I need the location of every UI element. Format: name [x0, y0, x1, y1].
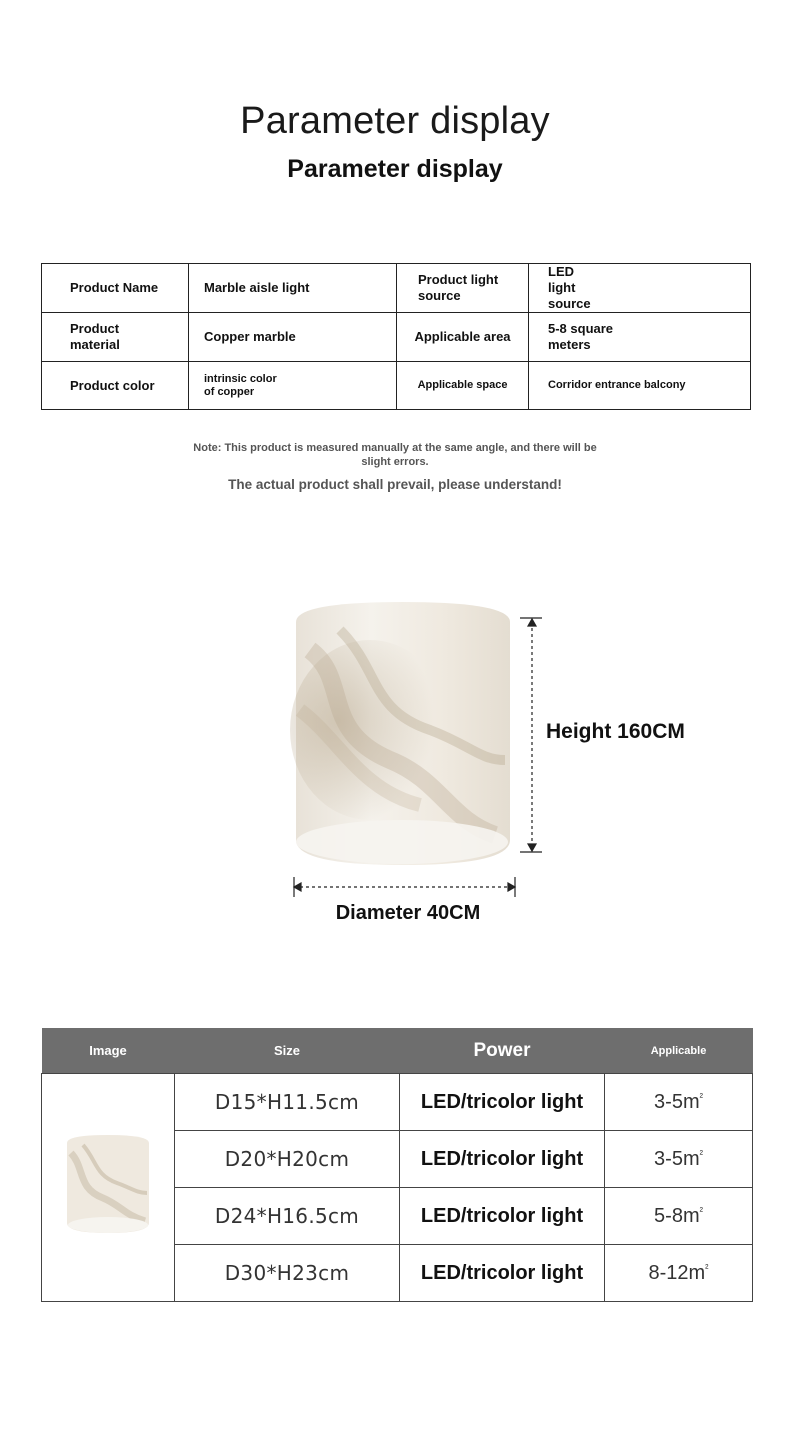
header-power: Power: [400, 1028, 605, 1074]
table-row: [42, 1074, 753, 1131]
spec-label: Applicable area: [397, 313, 529, 362]
page-subtitle: Parameter display: [287, 155, 503, 183]
power-cell: LED/tricolor light: [400, 1188, 605, 1245]
spec-value: intrinsic color of copper: [189, 362, 397, 410]
header-applicable: Applicable: [605, 1028, 753, 1074]
spec-value: Marble aisle light: [189, 264, 397, 313]
area-cell: $3-5m^{^2}$: [605, 1074, 753, 1131]
height-dimension-line: [520, 618, 542, 852]
measurement-note: Note: This product is measured manually at the same angle, and there will be slight errors.: [193, 442, 597, 468]
lamp-body: [290, 602, 510, 865]
size-cell: D24*H16.5cm: [175, 1188, 400, 1245]
diameter-dimension-line: [294, 877, 515, 897]
product-thumbnail: [65, 1133, 151, 1237]
size-cell: D30*H23cm: [175, 1245, 400, 1302]
product-thumbnail-cell: [42, 1074, 175, 1302]
spec-value: LED light source: [529, 264, 751, 313]
spec-value: Copper marble: [189, 313, 397, 362]
spec-label: Product Name: [42, 264, 189, 313]
table-row: [42, 313, 751, 362]
power-cell: LED/tricolor light: [400, 1131, 605, 1188]
table-row: [42, 362, 751, 410]
prevail-note: The actual product shall prevail, please understand!: [228, 477, 562, 492]
height-label: Height 160CM: [546, 720, 685, 743]
spec-label: Product light source: [397, 264, 529, 313]
spec-value: Corridor entrance balcony: [529, 362, 751, 410]
area-cell: $5-8m^{^2}$: [605, 1188, 753, 1245]
table-row: [42, 264, 751, 313]
size-table: [41, 1028, 753, 1302]
header-image: Image: [42, 1028, 175, 1074]
area-cell: $8-12m^{^2}$: [605, 1245, 753, 1302]
size-table-header: [42, 1028, 753, 1074]
size-cell: D20*H20cm: [175, 1131, 400, 1188]
page-title: Parameter display: [240, 100, 550, 142]
spec-label: Product color: [42, 362, 189, 410]
spec-value: 5-8 square meters: [529, 313, 751, 362]
size-cell: D15*H11.5cm: [175, 1074, 400, 1131]
product-dimension-illustration: [280, 590, 560, 910]
power-cell: LED/tricolor light: [400, 1245, 605, 1302]
header-size: Size: [175, 1028, 400, 1074]
power-cell: LED/tricolor light: [400, 1074, 605, 1131]
diameter-label: Diameter 40CM: [335, 902, 481, 924]
spec-label: Applicable space: [397, 362, 529, 410]
spec-table: [41, 263, 751, 410]
area-cell: $3-5m^{^2}$: [605, 1131, 753, 1188]
spec-label: Product material: [42, 313, 189, 362]
